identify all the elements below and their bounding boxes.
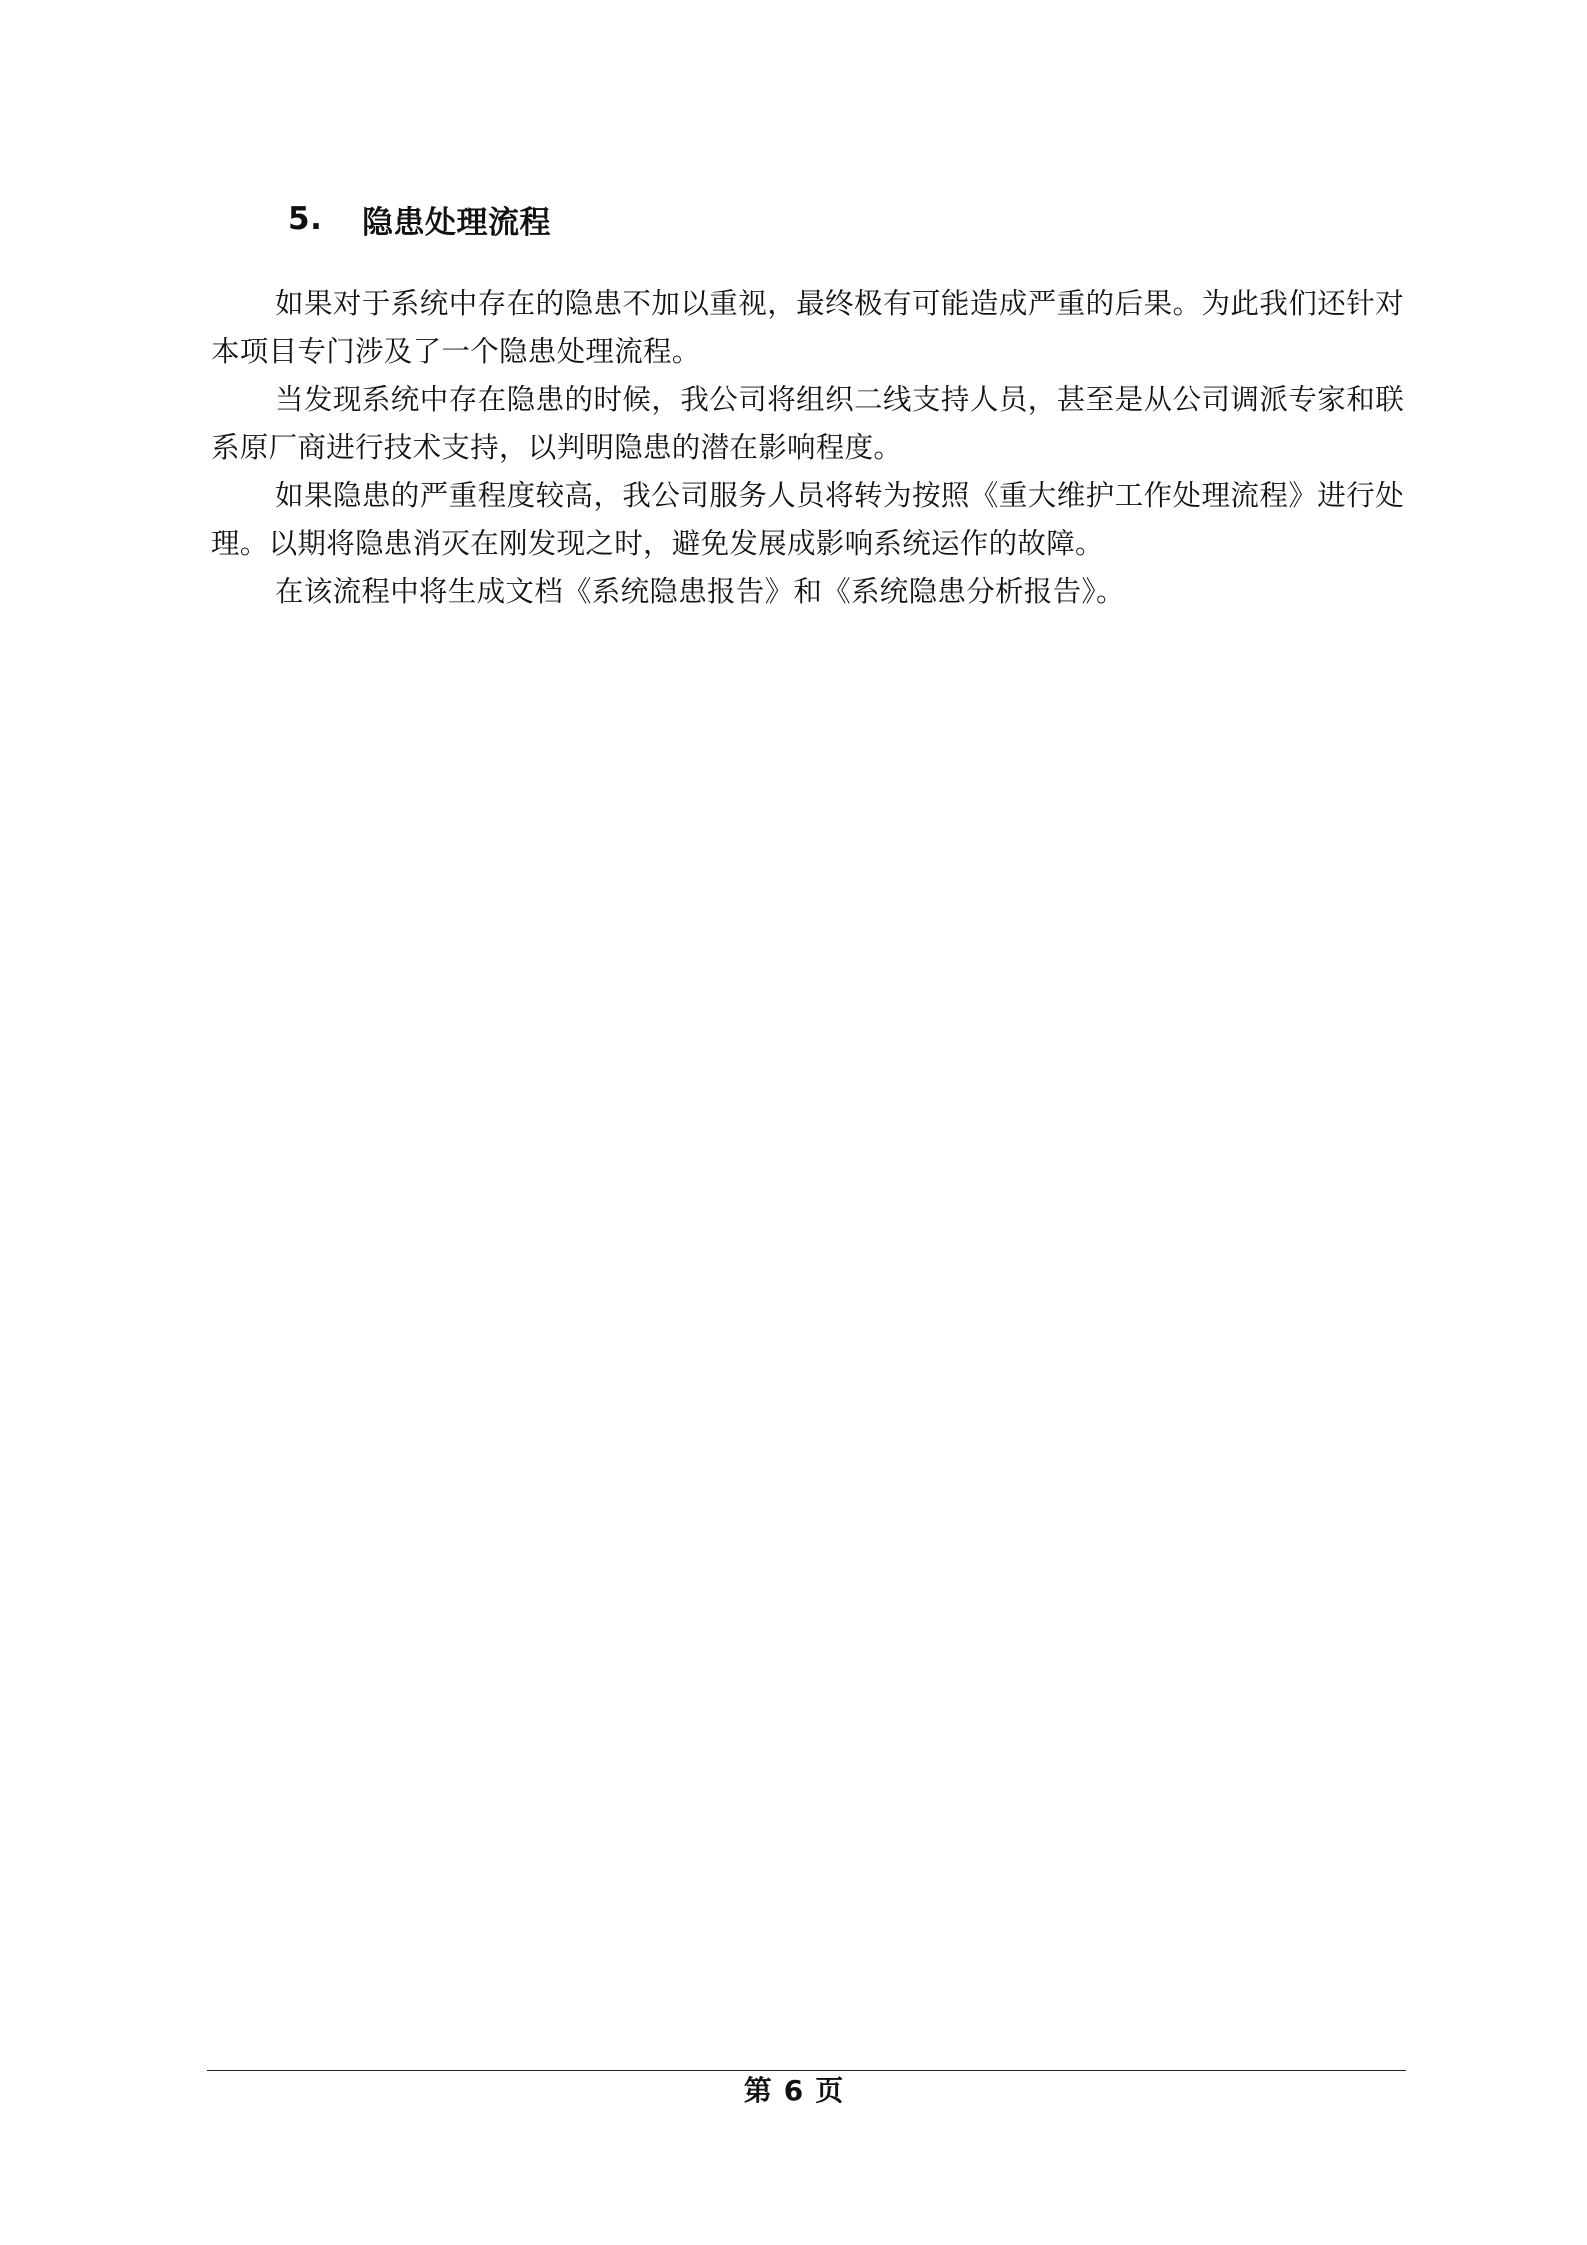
section-title: 隐患处理流程 [362,204,551,241]
body-text [211,280,1404,616]
paragraph: 在该流程中将生成文档《系统隐患报告》和《系统隐患分析报告》。 [275,575,1125,608]
section-number: 5. [288,201,323,237]
footer-prefix: 第 [743,2074,772,2107]
section-heading [288,196,551,242]
paragraph: 如果隐患的严重程度较高，我公司服务人员将转为按照《重大维护工作处理流程》进行处理。以期将隐患消灭在刚发现之时，避免发展成影响系统运作的故障。 [211,479,1404,560]
paragraph: 如果对于系统中存在的隐患不加以重视，最终极有可能造成严重的后果。为此我们还针对本项目专门涉及了一个隐患处理流程。 [211,287,1404,368]
paragraph: 当发现系统中存在隐患的时候，我公司将组织二线支持人员，甚至是从公司调派专家和联系原厂商进行技术支持，以判明隐患的潜在影响程度。 [211,383,1404,464]
page-footer [0,2072,1587,2110]
page-number: 6 [783,2074,804,2107]
footer-suffix: 页 [815,2074,844,2107]
footer-divider [207,2070,1406,2071]
